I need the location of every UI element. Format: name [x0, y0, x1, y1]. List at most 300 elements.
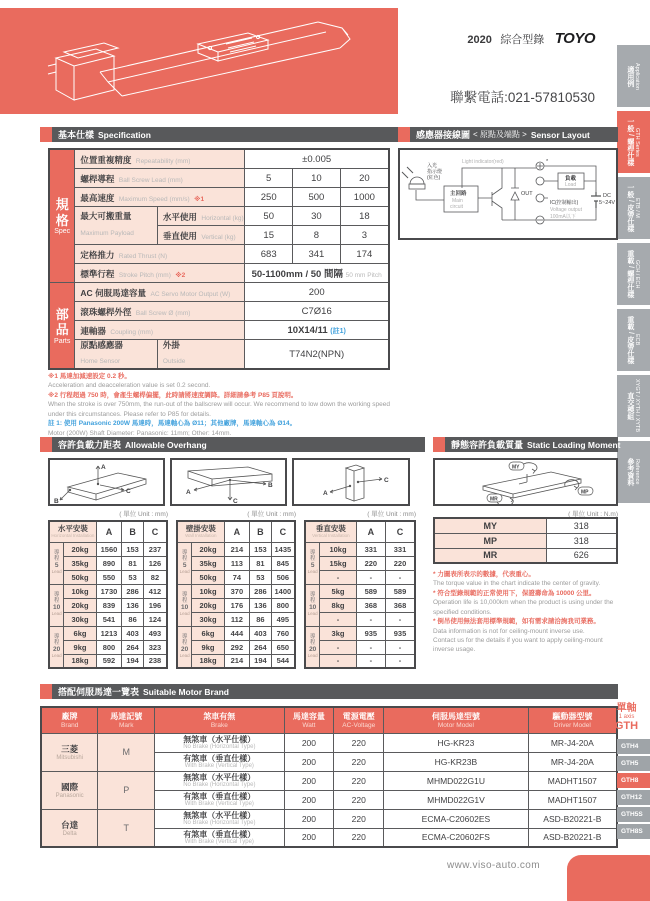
series-group-code: GTH — [614, 720, 639, 732]
value-cell: 86 — [250, 612, 272, 626]
watt-cell: 200 — [284, 790, 334, 809]
lead-char: 導 — [181, 592, 188, 599]
driver-model-cell: MADHT1507 — [528, 771, 617, 790]
spec-note: ※2 行程超過 750 時，會產生螺桿偏擺，此時請將速度調降。詳細請參考 P85 頁說明。 — [48, 391, 298, 399]
payload-cell: 10kg — [64, 584, 96, 598]
column-header: C — [271, 521, 295, 542]
column-header: A — [224, 521, 249, 542]
sidebar-tab-label-zh: 適用例 — [626, 65, 634, 87]
payload-cell: - — [320, 654, 356, 668]
sidebar-tab-reference[interactable] — [617, 441, 650, 503]
overhang-table-vertical-installation — [304, 520, 416, 669]
diagram-label-c: C — [126, 488, 131, 495]
sidebar-tab-ecb[interactable] — [617, 309, 650, 371]
product-line-art — [0, 8, 398, 114]
diagram-label-c: C — [384, 477, 389, 484]
brand-cell-panasonic — [41, 771, 98, 809]
column-header-brand — [41, 707, 98, 733]
row-value: ±0.005 — [245, 149, 389, 169]
lead-char: 導 — [53, 592, 60, 599]
table-row — [177, 612, 295, 626]
motor-title-en: Suitable Motor Brand — [143, 686, 229, 697]
value-cell: 220 — [386, 556, 415, 570]
plus-terminal-star: * — [546, 159, 549, 165]
sidebar-tab-gth-series[interactable] — [617, 111, 650, 173]
payload-cell: 6kg — [64, 626, 96, 640]
column-header-motor-model — [384, 707, 529, 733]
value-cell: 286 — [250, 584, 272, 598]
out-terminal-label: OUT — [521, 191, 533, 197]
driver-model-cell: MR-J4-20A — [528, 733, 617, 752]
table-row — [177, 598, 295, 612]
moment-note: * 力圖表所表示的數據，代表重心。 — [433, 571, 535, 578]
header-en: Mark — [119, 721, 134, 729]
row-value: 500 — [293, 188, 341, 207]
current-limit-label: 100mA以下 — [550, 214, 576, 220]
lead-char: 程 — [181, 556, 188, 563]
table-row — [49, 188, 389, 207]
table-row — [177, 542, 295, 556]
table-row — [177, 521, 295, 542]
brake-en: No Brake (Horizontal Type) — [183, 782, 256, 789]
motor-section-header — [40, 684, 618, 699]
payload-cell: 9kg — [64, 640, 96, 654]
install-type-en: Horizontal Installation — [51, 533, 95, 539]
payload-cell: 35kg — [192, 556, 224, 570]
moment-row-label: MP — [434, 533, 546, 548]
motor-model-cell: MHMD022G1U — [384, 771, 529, 790]
table-header-row — [41, 707, 617, 733]
table-row — [177, 654, 295, 668]
overhang-diagram-svg — [294, 460, 408, 504]
header-en: Brand — [60, 721, 79, 729]
column-header: A — [96, 521, 122, 542]
sidebar-tab-gch-ech[interactable] — [617, 243, 650, 305]
series-group-zh: 單軸 — [616, 703, 637, 714]
moment-note: Operation life is 10,000km when the product is using under the specified conditions. — [433, 599, 614, 616]
voltage-cell: 220 — [334, 733, 384, 752]
unit-label-mm: ( 單位 Unit : mm) — [247, 511, 296, 518]
value-cell: 541 — [96, 612, 122, 626]
mark-cell: M — [98, 733, 155, 771]
value-cell: 589 — [356, 584, 385, 598]
table-row — [305, 570, 415, 584]
payload-cell: 10kg — [192, 584, 224, 598]
value-cell: 592 — [96, 654, 122, 668]
lead-group-header — [305, 542, 320, 584]
row-label: AC 伺服馬達容量 AC Servo Motor Output (W) — [75, 283, 245, 302]
header-zh: 廠牌 — [61, 711, 78, 721]
table-row — [305, 640, 415, 654]
lead-en: Lead — [179, 652, 190, 658]
row-label: 最高速度 Maximum Speed (mm/s) ※1 — [75, 188, 245, 207]
table-row — [177, 570, 295, 584]
spec-note: Acceleration and deacceleration value is set 0.2 second. — [48, 382, 211, 390]
overhang-diagram-svg — [50, 460, 163, 504]
lead-char: 導 — [181, 550, 188, 557]
spec-group-parts — [49, 283, 75, 370]
install-type-zh: 垂直安裝 — [315, 524, 346, 534]
sidebar-tab-label-en: ETB / M — [633, 198, 640, 218]
series-tab-gth12[interactable]: GTH12 — [617, 790, 650, 805]
overhang-table-horizontal-installation — [48, 520, 168, 669]
value-cell: 368 — [386, 598, 415, 612]
value-cell: 368 — [356, 598, 385, 612]
sidebar-tab-label-en: Reference — [633, 459, 640, 485]
contact-phone: 聯繫電話:021-57810530 — [450, 90, 595, 105]
moment-row-label: MR — [434, 548, 546, 563]
payload-cell: 20kg — [192, 542, 224, 556]
sidebar-tab-label-zh: 重載 / 螺桿仕樣 — [626, 250, 634, 298]
brake-zh: 有煞車（垂直仕樣） — [183, 829, 256, 839]
lead-char: 導 — [309, 550, 316, 557]
load-label-en: Load — [565, 182, 577, 188]
voltage-cell: 220 — [334, 790, 384, 809]
payload-cell: 10kg — [320, 542, 356, 556]
dc-voltage-label: 5~24V — [599, 200, 616, 206]
moment-section-header — [433, 437, 621, 452]
install-type-header — [305, 521, 356, 542]
toyo-logo: TOYO — [554, 30, 595, 47]
value-cell: 112 — [224, 612, 249, 626]
row-label: 滾珠螺桿外徑 Ball Screw Ø (mm) — [75, 302, 245, 321]
value-cell: 650 — [271, 640, 295, 654]
lead-group-header — [177, 626, 192, 668]
sidebar-tab-label-en: XYGT / XYTH / XYTB — [633, 379, 640, 433]
motor-model-cell: MHMD022G1V — [384, 790, 529, 809]
payload-cell: 50kg — [64, 570, 96, 584]
lead-char: 導 — [309, 634, 316, 641]
payload-cell: - — [320, 570, 356, 584]
value-cell: 292 — [224, 640, 249, 654]
header-zh: 伺服馬達型號 — [431, 711, 480, 721]
brand-cell-mitsubishi — [41, 733, 98, 771]
moment-note: Contact us for the details if you want to apply ceiling-mount inverse usage. — [433, 636, 603, 654]
value-cell: 176 — [224, 598, 249, 612]
row-value: 5 — [245, 169, 293, 188]
payload-cell: 20kg — [64, 598, 96, 612]
lead-en: Lead — [51, 610, 62, 616]
lead-char: 程 — [309, 639, 316, 646]
driver-model-cell: ASD-B20221-B — [528, 828, 617, 847]
brand-en: Panasonic — [55, 793, 84, 799]
product-banner — [0, 8, 398, 114]
sensor-light-label-1: 入光 — [427, 163, 438, 169]
lead-char: 程 — [53, 556, 60, 563]
value-cell: 506 — [271, 570, 295, 584]
motor-model-cell: HG-KR23 — [384, 733, 529, 752]
overhang-title-en: Allowable Overhang — [125, 439, 207, 450]
row-value: T74N2(NPN) — [245, 340, 389, 370]
value-cell: 286 — [122, 584, 144, 598]
value-cell: 331 — [356, 542, 385, 556]
series-tab-gth8s[interactable]: GTH8S — [617, 824, 650, 839]
value-cell: - — [356, 570, 385, 584]
series-tab-gth4[interactable]: GTH4 — [617, 739, 650, 754]
row-label: 最大可搬重量 Maximum Payload — [75, 207, 158, 245]
load-label-zh: 負載 — [565, 176, 577, 182]
moment-row-label: MY — [434, 518, 546, 533]
table-row — [305, 556, 415, 570]
row-value: 250 — [245, 188, 293, 207]
motor-title-zh: 搭配伺服馬達一覽表 — [58, 687, 140, 697]
motor-table — [40, 706, 618, 848]
table-row — [49, 321, 389, 340]
row-sublabel: 垂直使用 Vertical (kg) — [157, 226, 244, 245]
payload-cell: 6kg — [192, 626, 224, 640]
sensor-title-zh: 感應器接線圖 — [416, 130, 471, 140]
value-cell: 196 — [143, 598, 167, 612]
lead-group-header — [49, 542, 64, 584]
value-cell: 331 — [386, 542, 415, 556]
install-type-header — [49, 521, 96, 542]
payload-cell: 30kg — [192, 612, 224, 626]
value-cell: 935 — [356, 626, 385, 640]
table-row — [49, 598, 167, 612]
sensor-circuit-svg — [400, 150, 616, 238]
series-tab-gth8[interactable]: GTH8 — [617, 773, 650, 788]
table-row — [177, 640, 295, 654]
lead-en: Lead — [179, 568, 190, 574]
table-row — [49, 556, 167, 570]
table-row — [305, 612, 415, 626]
overhang-section-header — [40, 437, 425, 452]
payload-cell: - — [320, 640, 356, 654]
sensor-wiring-diagram — [398, 148, 618, 240]
watt-cell: 200 — [284, 828, 334, 847]
lead-char: 程 — [309, 556, 316, 563]
table-row — [305, 626, 415, 640]
header-zh: 電源電壓 — [342, 711, 375, 721]
table-row — [49, 640, 167, 654]
lead-char: 程 — [181, 639, 188, 646]
column-header: B — [122, 521, 144, 542]
sensor-title-mid: < 原點及端點 > — [473, 130, 527, 139]
spec-note: 註 1: 使用 Panasonic 200W 馬達時，馬達軸心為 Ø11；其他廠牌，馬達軸心為 Ø14。 — [48, 420, 297, 428]
diagram-label-a: A — [101, 464, 106, 471]
table-row — [49, 584, 167, 598]
sidebar-tab-label-en: Application — [633, 62, 640, 90]
value-cell: 845 — [271, 556, 295, 570]
payload-cell: 5kg — [320, 584, 356, 598]
value-cell: 113 — [224, 556, 249, 570]
value-cell: 444 — [224, 626, 249, 640]
moment-diagram — [433, 458, 618, 506]
driver-model-cell: MR-J4-20A — [528, 752, 617, 771]
column-header: A — [356, 521, 385, 542]
table-row — [305, 542, 415, 556]
moment-label-mr: MR — [490, 496, 498, 503]
lead-en: Lead — [51, 568, 62, 574]
value-cell: 86 — [122, 612, 144, 626]
unit-label-mm: ( 單位 Unit : mm) — [119, 511, 168, 518]
row-value: 10 — [293, 169, 341, 188]
driver-model-cell: MADHT1507 — [528, 790, 617, 809]
watt-cell: 200 — [284, 752, 334, 771]
lead-char: 導 — [181, 634, 188, 641]
table-row — [434, 518, 617, 533]
catalog-year: 2020 — [467, 34, 492, 46]
table-row — [177, 556, 295, 570]
table-row — [305, 521, 415, 542]
brake-zh: 有煞車（垂直仕樣） — [183, 753, 256, 763]
value-cell: 1435 — [271, 542, 295, 556]
column-header: B — [250, 521, 272, 542]
value-cell: 214 — [224, 654, 249, 668]
lead-char: 導 — [53, 550, 60, 557]
table-row — [49, 340, 389, 370]
diagram-label-a: A — [186, 489, 191, 496]
diagram-label-b: B — [54, 498, 59, 504]
overhang-diagram-horizontal — [48, 458, 165, 506]
value-cell: 153 — [122, 542, 144, 556]
spec-table — [48, 148, 390, 370]
overhang-diagram-vertical — [292, 458, 410, 506]
brand-zh: 台達 — [61, 819, 79, 830]
brake-en: With Brake (Vertical Type) — [184, 838, 254, 845]
voltage-cell: 220 — [334, 771, 384, 790]
column-header-watt — [284, 707, 334, 733]
value-cell: 53 — [250, 570, 272, 584]
column-header: C — [143, 521, 167, 542]
payload-cell: 35kg — [64, 556, 96, 570]
value-cell: - — [386, 654, 415, 668]
row-value: 683 — [245, 245, 293, 264]
value-cell: 126 — [143, 556, 167, 570]
spec-note: ※1 馬達加減速設定 0.2 秒。 — [48, 373, 131, 380]
install-type-en: Vertical Installation — [312, 533, 350, 539]
sidebar-tab-label-zh: 一般 / 螺桿仕樣 — [626, 118, 634, 166]
moment-row-value: 318 — [546, 533, 617, 548]
value-cell: 403 — [122, 626, 144, 640]
group-label-en: Parts — [54, 337, 71, 345]
row-label: 螺桿導程 Ball Screw Lead (mm) — [75, 169, 245, 188]
table-row — [305, 584, 415, 598]
lead-char: 程 — [53, 598, 60, 605]
section-chip — [40, 684, 52, 699]
voltage-cell: 220 — [334, 828, 384, 847]
table-row — [49, 302, 389, 321]
lead-number: 5 — [310, 562, 315, 569]
table-row — [49, 626, 167, 640]
row-value: C7Ø16 — [245, 302, 389, 321]
series-tab-gth5[interactable]: GTH5 — [617, 756, 650, 771]
watt-cell: 200 — [284, 771, 334, 790]
lead-number: 20 — [309, 645, 317, 653]
brake-cell — [155, 733, 284, 752]
lead-group-header — [177, 542, 192, 584]
series-tab-gth5s[interactable]: GTH5S — [617, 807, 650, 822]
value-cell: - — [386, 570, 415, 584]
unit-label-nm: ( 單位 Unit : N.m) — [568, 511, 618, 518]
brand-zh: 國際 — [61, 782, 79, 792]
lead-number: 5 — [182, 562, 187, 569]
header-en: Brake — [210, 721, 228, 729]
row-value: 50-1100mm / 50 間隔 50 mm Pitch — [245, 264, 389, 283]
sidebar-tab-xygt-xyth-xytb[interactable] — [617, 375, 650, 437]
sensor-light-label-en: Light indicator(red) — [462, 159, 504, 165]
value-cell: 82 — [143, 570, 167, 584]
main-circuit-label-en1: Main — [452, 198, 463, 204]
row-value: 10X14/11 (註1) — [245, 321, 389, 340]
column-header-ac-voltage — [334, 707, 384, 733]
value-cell: 412 — [143, 584, 167, 598]
payload-cell: 15kg — [320, 556, 356, 570]
header-zh: 馬達容量 — [292, 711, 325, 721]
table-row — [177, 584, 295, 598]
table-row — [305, 598, 415, 612]
lead-char: 程 — [181, 598, 188, 605]
row-label: 原點感應器 Home Sensor — [75, 340, 158, 370]
sidebar-tab-label-en: ECB — [633, 334, 640, 346]
sidebar-tab-etb-m[interactable] — [617, 177, 650, 239]
table-row — [41, 771, 617, 790]
table-row — [49, 570, 167, 584]
brake-cell — [155, 828, 284, 847]
table-row — [49, 245, 389, 264]
brand-en: Delta — [62, 830, 77, 837]
ic-output-label: IC(控制輸出) — [550, 200, 579, 206]
row-value: 30 — [293, 207, 341, 226]
value-cell: 237 — [143, 542, 167, 556]
main-circuit-label-zh: 主回路 — [450, 191, 467, 197]
brake-cell — [155, 771, 284, 790]
voltage-output-label: Voltage output — [550, 207, 582, 213]
diagram-label-c: C — [233, 498, 238, 504]
overhang-title-zh: 容許負載力距表 — [58, 440, 122, 450]
spec-title-zh: 基本仕樣 — [58, 130, 95, 140]
brand-zh: 三菱 — [61, 744, 79, 754]
table-row — [49, 149, 389, 169]
table-row — [434, 548, 617, 563]
series-group-en: 1 axis — [618, 714, 635, 720]
spec-group-spec — [49, 149, 75, 283]
diagram-label-a: A — [323, 490, 328, 497]
sidebar-tab-application[interactable] — [617, 45, 650, 107]
brake-en: With Brake (Vertical Type) — [184, 763, 254, 770]
table-row — [49, 542, 167, 556]
install-type-zh: 壁掛安裝 — [185, 524, 216, 534]
overhang-table — [304, 520, 416, 669]
spec-note: Motor (200W) Shaft Diameter: Panasonic: 11mm; Other: 14mm. — [48, 429, 232, 437]
overhang-diagram-wall — [170, 458, 287, 506]
row-value: 8 — [293, 226, 341, 245]
moment-row-value: 626 — [546, 548, 617, 563]
motor-model-cell: ECMA-C20602ES — [384, 809, 529, 828]
table-row — [49, 521, 167, 542]
row-sublabel: 外掛 Outside — [157, 340, 244, 370]
value-cell: 194 — [250, 654, 272, 668]
series-group-header — [605, 703, 648, 732]
lead-number: 10 — [181, 604, 189, 611]
value-cell: 890 — [96, 556, 122, 570]
sidebar-tab-label-zh: 參考資料 — [626, 458, 634, 486]
value-cell: - — [386, 612, 415, 626]
brake-en: No Brake (Horizontal Type) — [183, 744, 256, 751]
header-zh: 驅動器型號 — [552, 711, 593, 721]
table-row — [49, 283, 389, 302]
table-row — [434, 533, 617, 548]
dc-label: DC — [603, 193, 611, 199]
lead-en: Lead — [179, 610, 190, 616]
value-cell: - — [356, 612, 385, 626]
column-header-driver-model — [528, 707, 617, 733]
header-en: Driver Model — [553, 721, 591, 729]
spec-section-header — [40, 127, 400, 142]
brand-en: Mitsubishi — [56, 755, 84, 761]
lead-group-header — [177, 584, 192, 626]
sidebar-tab-label-zh: 一般 / 皮帶仕樣 — [626, 184, 634, 232]
